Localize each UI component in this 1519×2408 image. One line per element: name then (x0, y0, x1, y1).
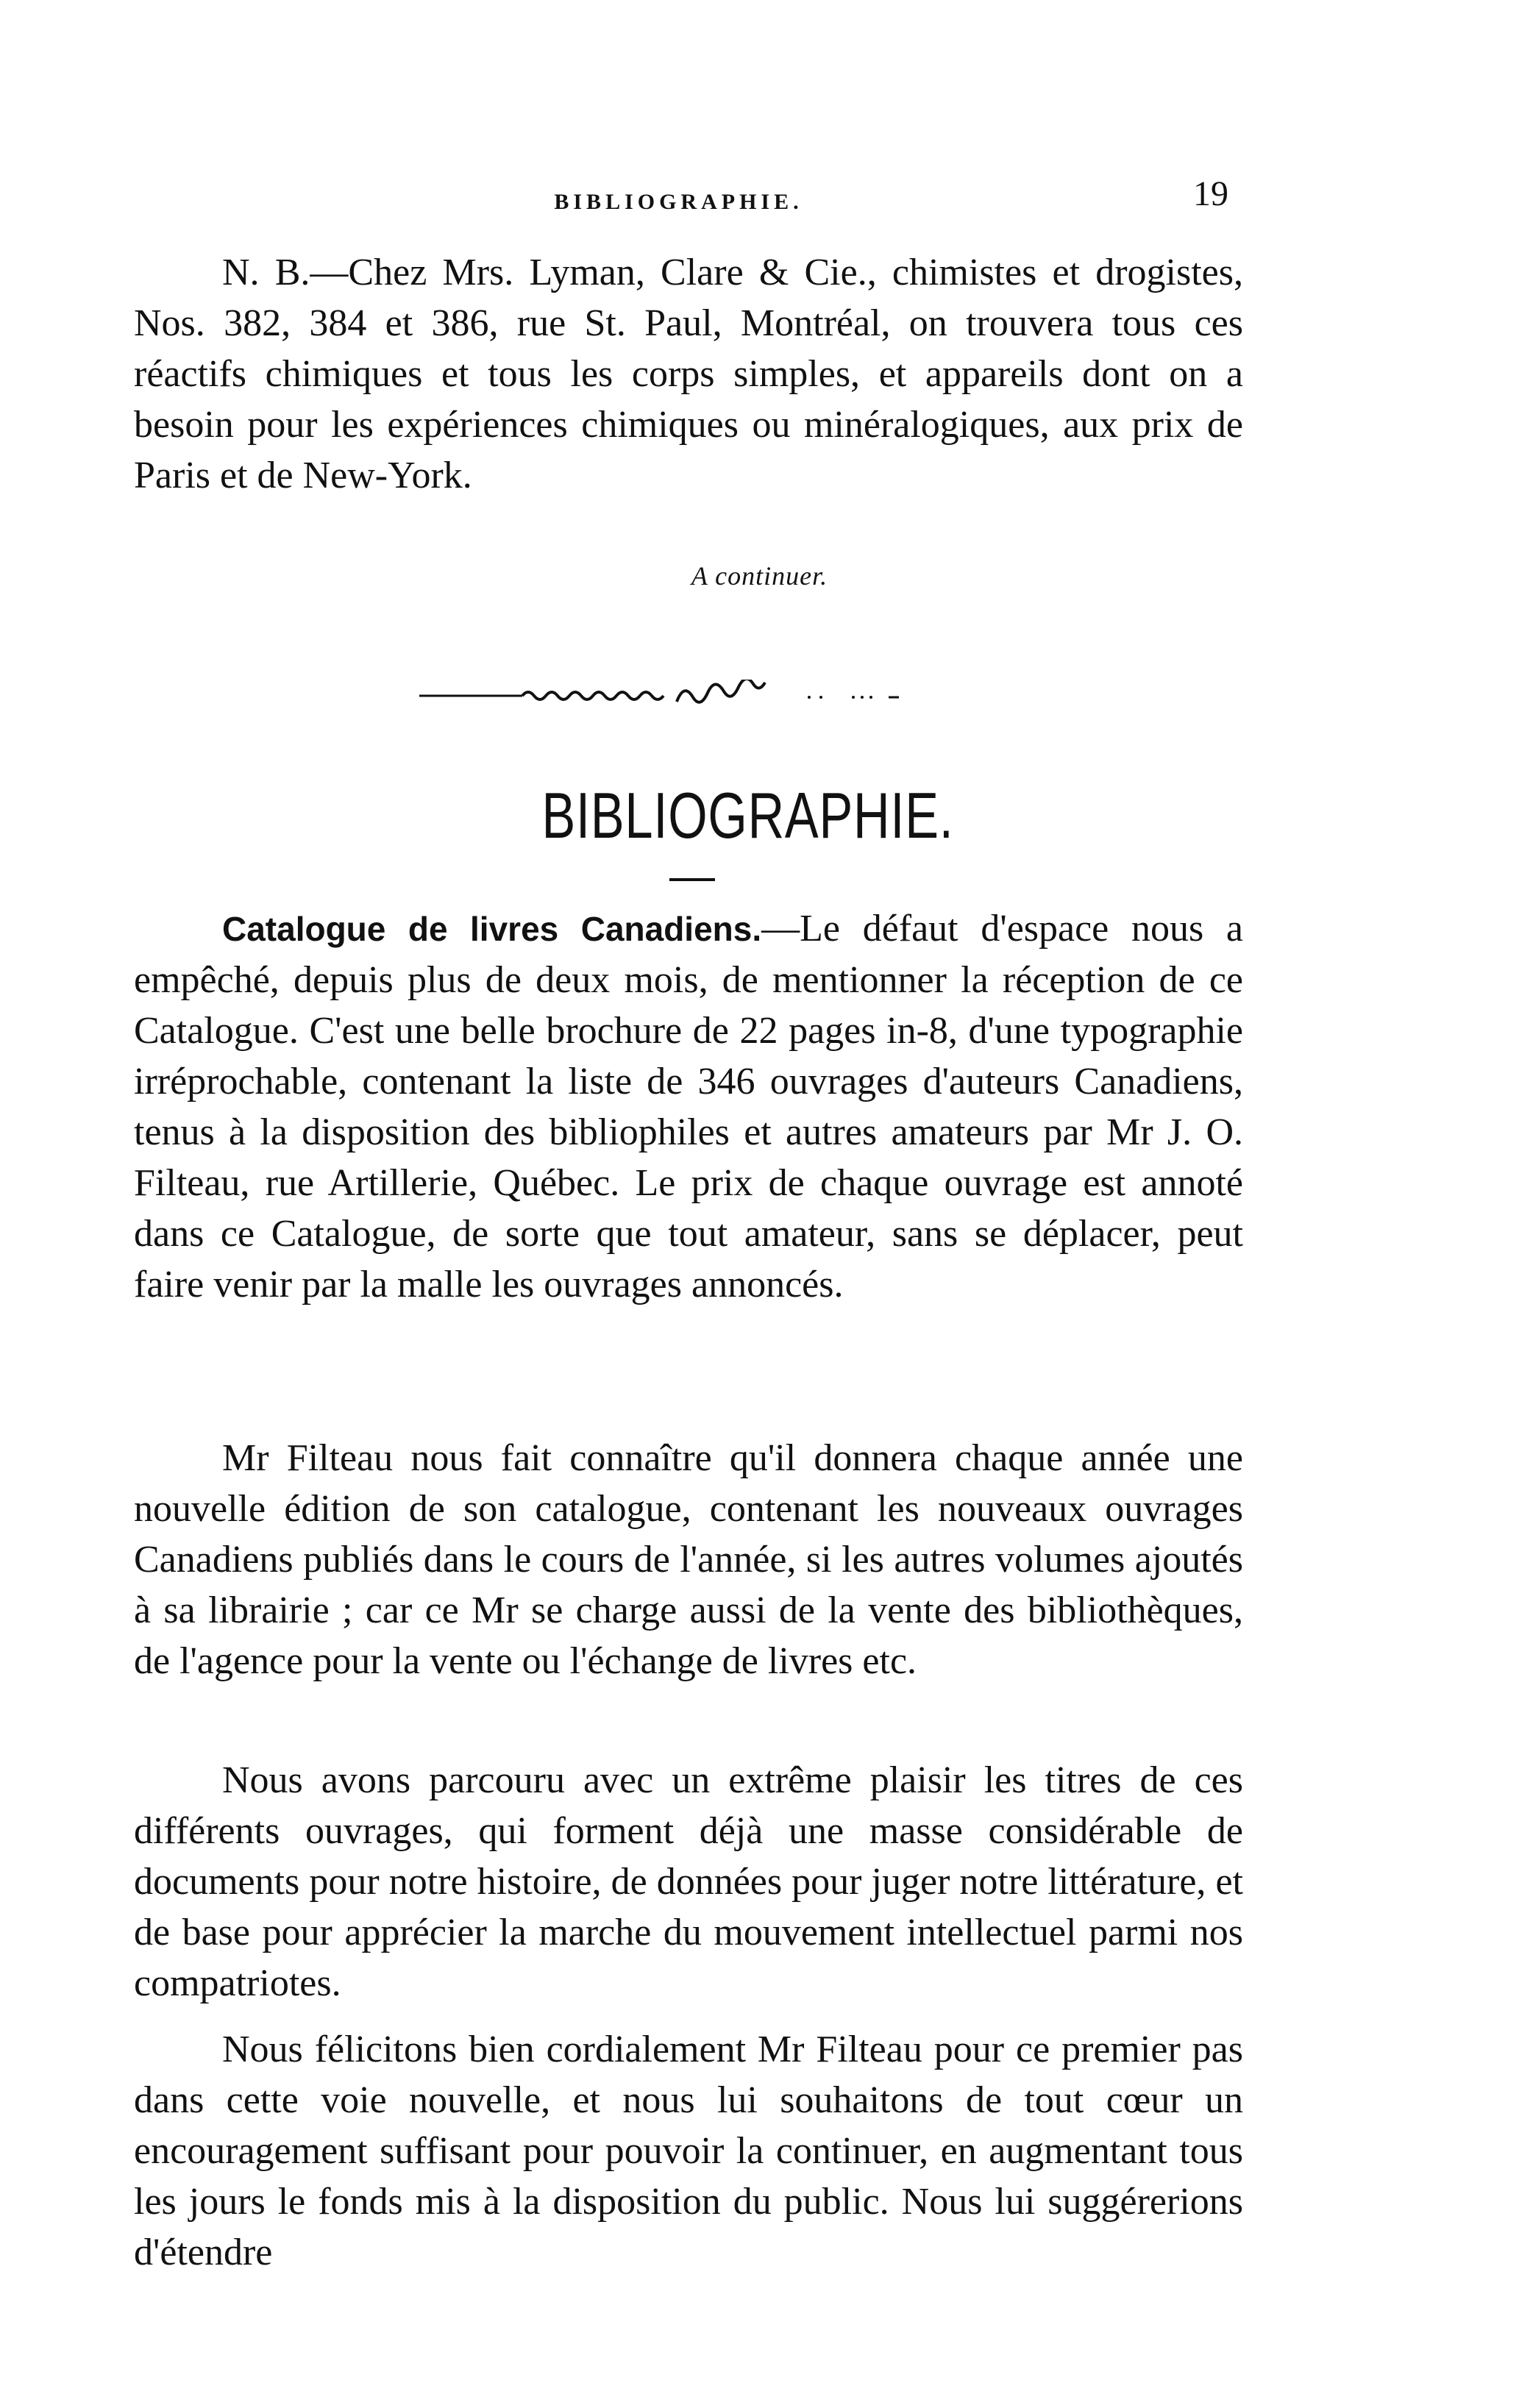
paragraph-3: Nous avons parcouru avec un extrême plaisir les titres de ces différents ouvrages, qui forment déjà une masse considérable de documents pour notre histoire, de données pour juger notre littérature, et de base pour apprécier la marche du mouvement intellectuel parmi nos compatriotes. (134, 1759, 1243, 2004)
paragraph-2: Mr Filteau nous fait connaître qu'il donnera chaque année une nouvelle édition de son catalogue, contenant les nouveaux ouvrages Canadiens publiés dans le cours de l'année, si les autres volumes ajoutés à sa librairie ; car ce Mr se charge aussi de la vente des bibliothèques, de l'agence pour la vente ou l'échange de livres etc. (134, 1437, 1243, 1682)
paragraph-4: Nous félicitons bien cordialement Mr Filteau pour ce premier pas dans cette voie nouvelle, et nous lui souhaitons de tout cœur un encouragement suffisant pour pouvoir la continuer, en augmentant tous les jours le fonds mis à la disposition du public. Nous lui suggérerions d'étendre (134, 2028, 1243, 2273)
continuation-note: A continuer. (691, 561, 828, 591)
entry-heading: Catalogue de livres Canadiens. (222, 910, 762, 948)
titles-paragraph (134, 1755, 1243, 2009)
section-title: BIBLIOGRAPHIE. (541, 779, 954, 852)
paragraph-1-text: —Le défaut d'espace nous a empêché, depuis plus de deux mois, de mentionner la réception de ce Catalogue. C'est une belle brochure de 22 pages in-8, d'une typographie irréprochable, contenant la liste de 346 ouvrages d'auteurs Canadiens, tenus à la disposition des bibliophiles et autres amateurs par Mr J. O. Filteau, rue Artillerie, Québec. Le prix de chaque ouvrage est annoté dans ce Catalogue, de sorte que tout amateur, sans se déplacer, peut faire venir par la malle les ouvrages annoncés. (134, 908, 1243, 1305)
ornamental-divider (412, 680, 956, 709)
running-head: BIBLIOGRAPHIE. (554, 190, 803, 214)
supplier-note-text: N. B.—Chez Mrs. Lyman, Clare & Cie., chimistes et drogistes, Nos. 382, 384 et 386, rue St. Paul, Montréal, on trouvera tous ces réactifs chimiques et tous les corps simples, et appareils dont on a besoin pour les expériences chimiques ou minéralogiques, aux prix de Paris et de New-York. (134, 252, 1243, 496)
supplier-note (134, 247, 1243, 501)
congratulations-paragraph (134, 2024, 1243, 2278)
catalogue-paragraph (134, 903, 1243, 1310)
page-number: 19 (1193, 174, 1228, 213)
filteau-paragraph (134, 1433, 1243, 1686)
title-rule (669, 878, 715, 881)
paragraph-1 (134, 903, 1243, 1310)
